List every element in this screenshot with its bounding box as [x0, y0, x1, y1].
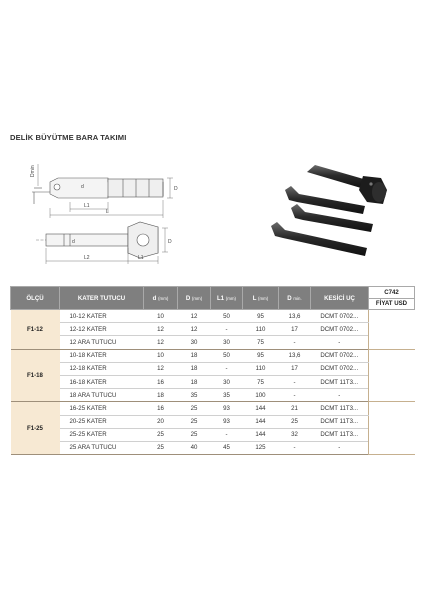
cell-insert: DCMT 11T3... — [311, 402, 369, 415]
cell-tutucu: 12-18 KATER — [60, 362, 144, 375]
cell-L: 95 — [243, 349, 279, 362]
cell-L1: 50 — [211, 310, 243, 323]
cell-L: 75 — [243, 375, 279, 388]
cell-L: 100 — [243, 389, 279, 402]
cell-d: 12 — [144, 362, 178, 375]
cell-D: 12 — [178, 323, 211, 336]
spec-table — [10, 286, 415, 455]
d-label-top: d — [81, 184, 84, 190]
table-row — [11, 428, 415, 441]
cell-insert: DCMT 0702... — [311, 323, 369, 336]
cell-L1: 45 — [211, 441, 243, 454]
cell-tutucu: 10-18 KATER — [60, 349, 144, 362]
header-d: d (mm) — [144, 287, 178, 310]
cell-L: 95 — [243, 310, 279, 323]
cell-dmin: 25 — [279, 415, 311, 428]
cell-L: 144 — [243, 428, 279, 441]
cell-D: 18 — [178, 375, 211, 388]
price-cell — [369, 349, 415, 402]
product-photo — [255, 150, 405, 270]
L2-label: L2 — [84, 255, 90, 261]
cell-tutucu: 25-25 KATER — [60, 428, 144, 441]
cell-L1: - — [211, 323, 243, 336]
D-label-bottom: D — [168, 239, 172, 245]
table-row — [11, 323, 415, 336]
cell-D: 30 — [178, 336, 211, 349]
cell-D: 35 — [178, 389, 211, 402]
D-label-top: D — [174, 186, 178, 192]
cell-d: 25 — [144, 441, 178, 454]
cell-insert: DCMT 0702... — [311, 310, 369, 323]
cell-dmin: 17 — [279, 362, 311, 375]
table-row — [11, 375, 415, 388]
cell-dmin: - — [279, 389, 311, 402]
table-row — [11, 336, 415, 349]
cell-d: 20 — [144, 415, 178, 428]
header-dmin: D min. — [279, 287, 311, 310]
price-cell — [369, 402, 415, 455]
L1-label-top: L1 — [84, 203, 90, 209]
cell-d: 25 — [144, 428, 178, 441]
cell-L: 125 — [243, 441, 279, 454]
cell-dmin: 13,6 — [279, 349, 311, 362]
cell-tutucu: 18 ARA TUTUCU — [60, 389, 144, 402]
cell-D: 25 — [178, 402, 211, 415]
cell-tutucu: 16-18 KATER — [60, 375, 144, 388]
header-kater-tutucu: KATER TUTUCU — [60, 287, 144, 310]
size-group-cell: F1-18 — [11, 349, 60, 402]
cell-dmin: - — [279, 336, 311, 349]
cell-D: 25 — [178, 415, 211, 428]
header-D: D (mm) — [178, 287, 211, 310]
L-label: L — [106, 209, 109, 215]
cell-insert: DCMT 11T3... — [311, 415, 369, 428]
cell-L: 75 — [243, 336, 279, 349]
boring-bar-drawing — [32, 164, 173, 218]
cell-L: 144 — [243, 415, 279, 428]
cell-dmin: - — [279, 375, 311, 388]
cell-L1: 30 — [211, 336, 243, 349]
cell-insert: - — [311, 441, 369, 454]
size-group-cell: F1-12 — [11, 310, 60, 350]
cell-tutucu: 12-12 KATER — [60, 323, 144, 336]
table-header-row — [11, 287, 415, 310]
cell-insert: - — [311, 336, 369, 349]
cell-dmin: - — [279, 441, 311, 454]
price-code: C742 — [369, 287, 414, 299]
cell-L1: - — [211, 362, 243, 375]
header-price — [369, 287, 415, 310]
cell-insert: - — [311, 389, 369, 402]
cell-D: 18 — [178, 362, 211, 375]
page-title: DELİK BÜYÜTME BARA TAKIMI — [10, 133, 127, 142]
cell-insert: DCMT 11T3... — [311, 375, 369, 388]
table-row — [11, 362, 415, 375]
d-label-bottom: d — [72, 239, 75, 245]
table-row — [11, 441, 415, 454]
cell-L1: 50 — [211, 349, 243, 362]
cell-L: 110 — [243, 323, 279, 336]
cell-tutucu: 20-25 KATER — [60, 415, 144, 428]
cell-L: 144 — [243, 402, 279, 415]
cell-d: 12 — [144, 323, 178, 336]
dmin-label: Dmin — [30, 165, 36, 177]
cell-L1: - — [211, 428, 243, 441]
cell-tutucu: 16-25 KATER — [60, 402, 144, 415]
cell-L1: 30 — [211, 375, 243, 388]
table-row — [11, 415, 415, 428]
cell-d: 18 — [144, 389, 178, 402]
cell-d: 16 — [144, 402, 178, 415]
cell-L: 110 — [243, 362, 279, 375]
cell-d: 10 — [144, 349, 178, 362]
cell-D: 12 — [178, 310, 211, 323]
cell-d: 12 — [144, 336, 178, 349]
header-olcu: ÖLÇÜ — [11, 287, 60, 310]
cell-D: 18 — [178, 349, 211, 362]
size-group-cell: F1-25 — [11, 402, 60, 455]
table-body — [11, 310, 415, 455]
header-L: L (mm) — [243, 287, 279, 310]
L1-label-bottom: L1 — [138, 255, 144, 261]
technical-drawing — [28, 152, 228, 270]
price-label: FİYAT USD — [375, 300, 408, 307]
table-row — [11, 310, 415, 323]
cell-tutucu: 10-12 KATER — [60, 310, 144, 323]
cell-tutucu: 12 ARA TUTUCU — [60, 336, 144, 349]
table-row — [11, 402, 415, 415]
cell-insert: DCMT 0702... — [311, 349, 369, 362]
cell-tutucu: 25 ARA TUTUCU — [60, 441, 144, 454]
header-kesici-uc: KESİCİ UÇ — [311, 287, 369, 310]
price-cell — [369, 310, 415, 350]
cell-D: 25 — [178, 428, 211, 441]
adapter-drawing — [36, 222, 168, 264]
cell-insert: DCMT 11T3... — [311, 428, 369, 441]
cell-L1: 93 — [211, 415, 243, 428]
cell-L1: 93 — [211, 402, 243, 415]
table-row — [11, 349, 415, 362]
cell-dmin: 21 — [279, 402, 311, 415]
cell-d: 16 — [144, 375, 178, 388]
cell-L1: 35 — [211, 389, 243, 402]
cell-D: 40 — [178, 441, 211, 454]
cell-d: 10 — [144, 310, 178, 323]
cell-dmin: 17 — [279, 323, 311, 336]
cell-dmin: 32 — [279, 428, 311, 441]
header-L1: L1 (mm) — [211, 287, 243, 310]
table-row — [11, 389, 415, 402]
cell-dmin: 13,6 — [279, 310, 311, 323]
cell-insert: DCMT 0702... — [311, 362, 369, 375]
